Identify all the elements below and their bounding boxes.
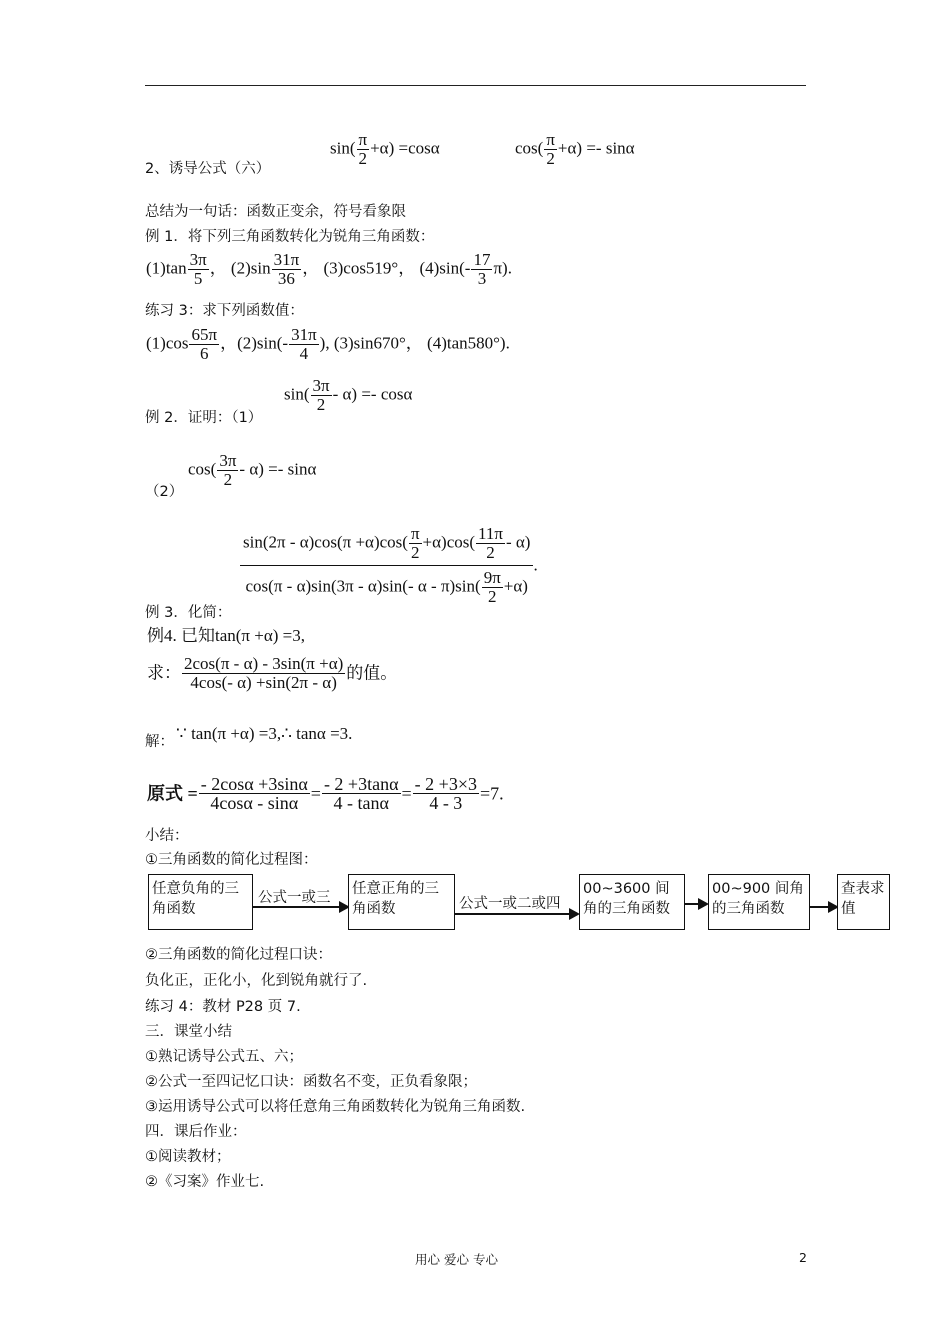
summary-label: 小结： (145, 828, 189, 844)
section3-item: ②公式一至四记忆口诀：函数名不变，正负看象限； (145, 1074, 477, 1090)
example4-given: 例4. 已知tan(π +α) =3, (147, 626, 306, 645)
example3-title: 例 3．化简： (145, 605, 232, 621)
section4-title: 四．课后作业： (145, 1124, 247, 1140)
flow-arrow2-label: 公式一或二或四 (459, 896, 561, 912)
flow-box-0-90: 00~900 间角的三角函数 (708, 874, 810, 930)
section3-item: ③运用诱导公式可以将任意角三角函数转化为锐角三角函数. (145, 1099, 526, 1115)
practice3-items: (1)cos $\frac{65\pi}{6}$ ，(2)sin(- $\frac{31\pi}{4}$ ), (3)sin670°， (4)tan580°). (146, 325, 510, 363)
practice3-title: 练习 3：求下列函数值： (145, 303, 304, 319)
example1-items: (1)tan $\frac{3\pi}{5}$ ， (2)sin $\frac{31\pi}{36}$ ， (3)cos519°， (4)sin(- $\frac{17}{3}$ π). (146, 250, 512, 288)
example3-numerator: sin(2π - α)cos(π +α)cos( $\frac{\pi}{2}$ +α)cos( $\frac{11\pi}{2}$ - α) (240, 525, 533, 566)
example3-denominator: cos(π - α)sin(3π - α)sin(- α - π)sin( $\frac{9\pi}{2}$ +α) (245, 568, 528, 606)
flow-arrow-2 (455, 913, 578, 915)
flow-arrow-4 (810, 906, 837, 908)
flow-box-negative-angle: 任意负角的三角函数 (148, 874, 253, 930)
section4-item: ①阅读教材； (145, 1149, 231, 1165)
flow-box-positive-angle: 任意正角的三角函数 (348, 874, 455, 930)
chant-title: ②三角函数的简化过程口诀： (145, 947, 332, 963)
summary-line: 总结为一句话：函数正变余，符号看象限 (145, 204, 406, 220)
original-expression: 原式 = $\frac{- 2\cos\alpha +3\sin\alpha}{4\cos\alpha - \sin\alpha}$ = $\frac{- 2 +3\tan\alpha}{4 - \tan\alpha}$ = $\frac{- 2 +3\times 3}{4 - 3}$ =7. (147, 774, 504, 813)
formula6-cos: cos( $\frac{\pi}{2}$ +α) =- sinα (515, 130, 635, 168)
section4-item: ②《习案》作业七. (145, 1174, 265, 1190)
flow-box-0-360: 00~3600 间角的三角函数 (579, 874, 685, 930)
practice4: 练习 4：教材 P28 页 7. (145, 999, 301, 1015)
formula6-sin: sin( $\frac{\pi}{2}$ +α) =cosα (330, 130, 440, 168)
flow-box-lookup: 查表求值 (837, 874, 890, 930)
flow-arrow-3 (685, 903, 707, 905)
example3-expression: sin(2π - α)cos(π +α)cos( $\frac{\pi}{2}$ +α)cos( $\frac{11\pi}{2}$ - α) cos(π - α)sin(3π - α)sin(- α - π)sin( $\frac{9\pi}{2}$ +α) . (240, 525, 538, 606)
solution-text: ∵ tan(π +α) =3,∴ tanα =3. (176, 724, 353, 743)
page-number: 2 (799, 1250, 807, 1265)
footer-center: 用心 爱心 专心 (415, 1252, 498, 1267)
header-rule (145, 85, 806, 86)
example2-formula2: cos( $\frac{3\pi}{2}$ - α) =- sinα (188, 451, 317, 489)
chant-text: 负化正，正化小，化到锐角就行了. (145, 973, 368, 989)
example2-label2: （2） (145, 484, 184, 500)
section2-title: 2、诱导公式（六） (145, 161, 271, 177)
section3-title: 三．课堂小结 (145, 1024, 232, 1040)
example2-title: 例 2．证明：（1） (145, 410, 263, 426)
example4-question: 求： $\frac{2\cos(\pi - \alpha) - 3\sin(\pi +\alpha)}{4\cos(- \alpha) +\sin(2\pi - \alpha)}$ 的值。 (147, 654, 398, 692)
example2-formula1: sin( $\frac{3\pi}{2}$ - α) =- cosα (284, 376, 413, 414)
solution-label: 解： (145, 734, 174, 750)
flow-title: ①三角函数的简化过程图： (145, 852, 318, 868)
example1-title: 例 1．将下列三角函数转化为锐角三角函数： (145, 229, 435, 245)
flow-arrow1-label: 公式一或三 (258, 890, 331, 906)
section3-item: ①熟记诱导公式五、六； (145, 1049, 303, 1065)
